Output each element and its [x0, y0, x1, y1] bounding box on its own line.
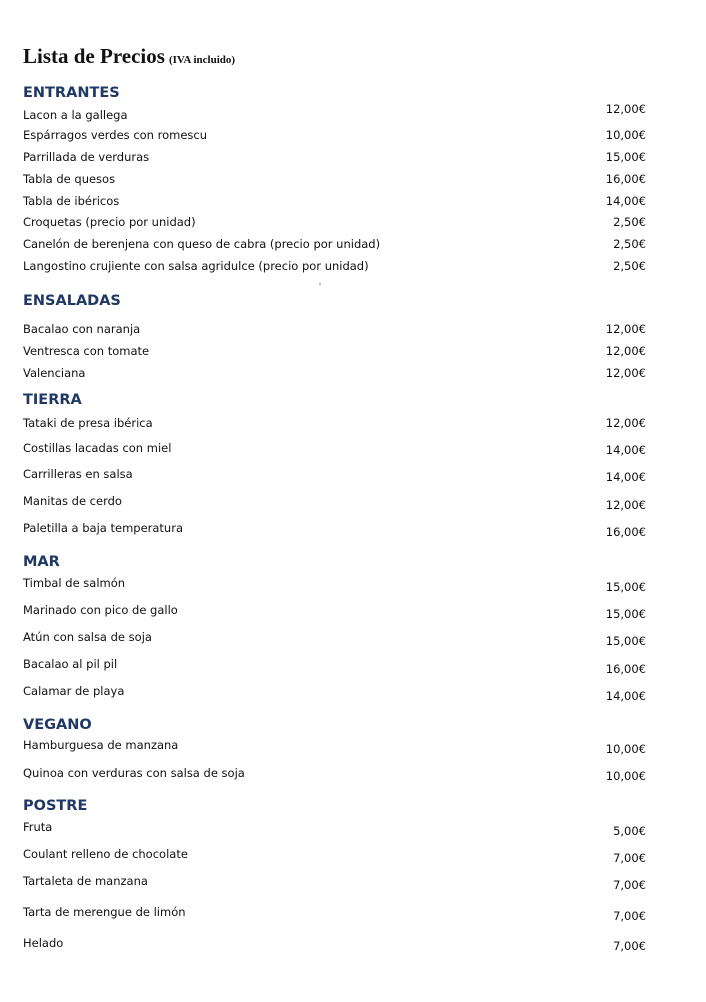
section-heading: ENSALADAS: [23, 293, 121, 309]
menu-item-name: Atún con salsa de soja: [23, 630, 152, 644]
menu-item-name: Tataki de presa ibérica: [23, 416, 153, 430]
section-heading: ENTRANTES: [23, 85, 120, 101]
menu-item-price: 10,00€: [605, 769, 646, 783]
menu-item-name: Parrillada de verduras: [23, 150, 150, 164]
menu-item-name: Coulant relleno de chocolate: [23, 847, 188, 861]
menu-item-price: 12,00€: [605, 102, 646, 116]
menu-item-price: 15,00€: [605, 607, 646, 621]
menu-item-price: 12,00€: [605, 416, 646, 430]
menu-item-name: Langostino crujiente con salsa agridulce (precio por unidad): [23, 259, 369, 273]
menu-item-price: 7,00€: [613, 939, 646, 953]
section-heading: MAR: [23, 554, 60, 570]
menu-item-price: 12,00€: [605, 344, 646, 358]
menu-item-price: 2,50€: [613, 259, 646, 273]
menu-item-name: Timbal de salmón: [23, 576, 126, 590]
title-subtitle: (IVA incluido): [168, 54, 236, 66]
menu-item-price: 7,00€: [613, 851, 646, 865]
menu-item-price: 16,00€: [605, 525, 646, 539]
menu-item-price: 12,00€: [605, 498, 646, 512]
menu-item-price: 16,00€: [605, 172, 646, 186]
menu-item-price: 12,00€: [605, 366, 646, 380]
menu-item-price: 14,00€: [605, 443, 646, 457]
section-heading: TIERRA: [23, 392, 82, 408]
menu-item-name: Valenciana: [23, 366, 86, 380]
menu-item-price: 2,50€: [613, 237, 646, 251]
menu-item-price: 7,00€: [613, 878, 646, 892]
menu-item-name: Espárragos verdes con romescu: [23, 128, 208, 142]
menu-item-price: 10,00€: [605, 128, 646, 142]
menu-item-name: Calamar de playa: [23, 684, 125, 698]
menu-item-name: Costillas lacadas con miel: [23, 441, 172, 455]
menu-item-name: Paletilla a baja temperatura: [23, 521, 183, 535]
menu-item-name: Hamburguesa de manzana: [23, 738, 179, 752]
menu-item-price: 2,50€: [613, 215, 646, 229]
menu-item-name: Carrilleras en salsa: [23, 467, 133, 481]
menu-item-name: Tarta de merengue de limón: [23, 905, 186, 919]
section-heading: POSTRE: [23, 798, 88, 814]
menu-item-name: Lacon a la gallega: [23, 108, 128, 122]
section-heading: VEGANO: [23, 717, 92, 733]
menu-item-price: 5,00€: [613, 824, 646, 838]
menu-item-name: Tartaleta de manzana: [23, 874, 148, 888]
menu-item-name: Canelón de berenjena con queso de cabra (precio por unidad): [23, 237, 381, 251]
menu-item-price: 14,00€: [605, 194, 646, 208]
menu-item-name: Tabla de quesos: [23, 172, 116, 186]
menu-item-name: Croquetas (precio por unidad): [23, 215, 196, 229]
menu-item-price: 15,00€: [605, 580, 646, 594]
menu-item-price: 15,00€: [605, 634, 646, 648]
menu-item-name: Manitas de cerdo: [23, 494, 122, 508]
menu-item-name: Quinoa con verduras con salsa de soja: [23, 766, 245, 780]
menu-item-name: Fruta: [23, 820, 53, 834]
page-title: [23, 44, 235, 69]
menu-item-price: 16,00€: [605, 662, 646, 676]
menu-item-price: 14,00€: [605, 470, 646, 484]
menu-item-name: Ventresca con tomate: [23, 344, 150, 358]
menu-item-price: 15,00€: [605, 150, 646, 164]
menu-item-price: 12,00€: [605, 322, 646, 336]
decorative-dot: [319, 283, 321, 285]
menu-item-name: Tabla de ibéricos: [23, 194, 120, 208]
menu-item-name: Marinado con pico de gallo: [23, 603, 178, 617]
menu-item-name: Helado: [23, 936, 64, 950]
menu-item-price: 10,00€: [605, 742, 646, 756]
menu-item-price: 14,00€: [605, 689, 646, 703]
menu-item-price: 7,00€: [613, 909, 646, 923]
menu-item-name: Bacalao con naranja: [23, 322, 141, 336]
menu-item-name: Bacalao al pil pil: [23, 657, 118, 671]
title-text: Lista de Precios: [23, 44, 165, 68]
